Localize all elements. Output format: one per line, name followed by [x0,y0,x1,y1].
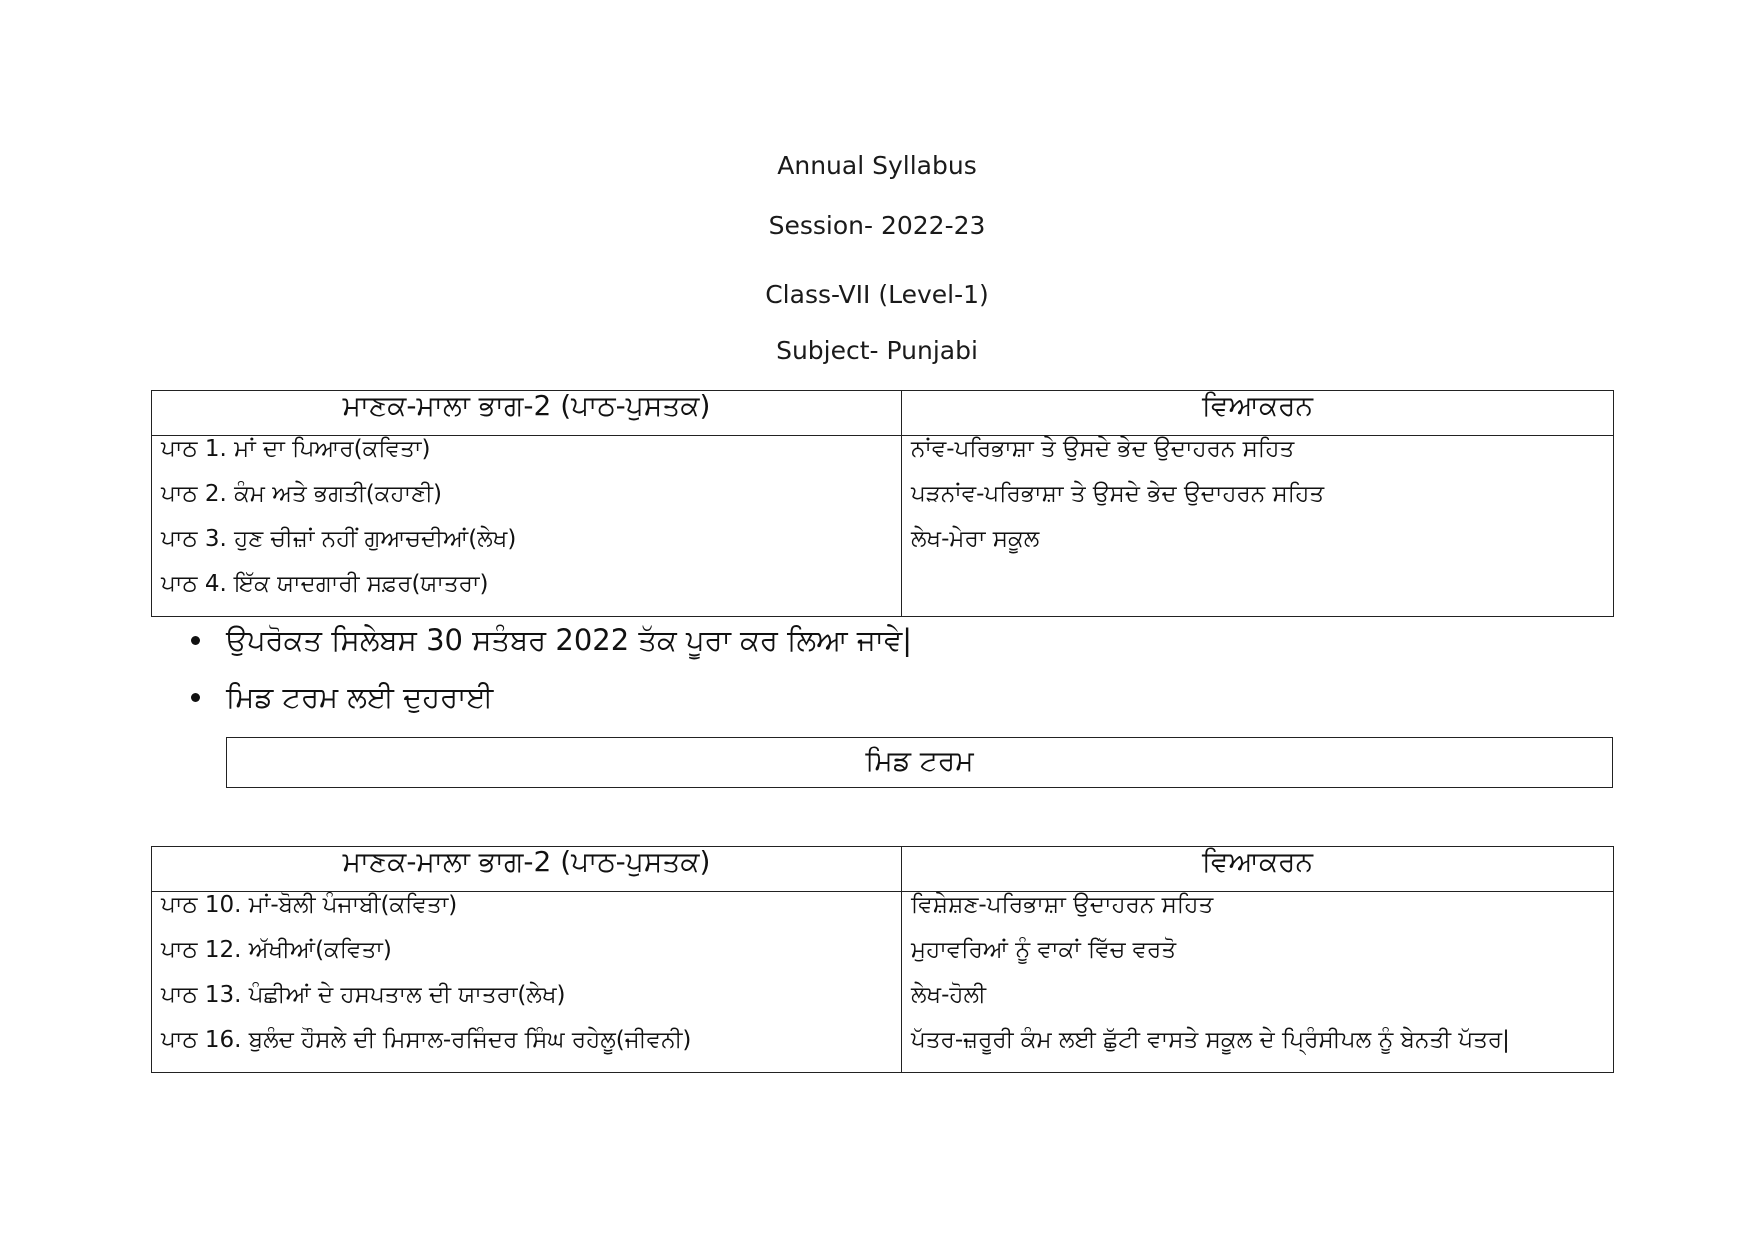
grammar-item: ਵਿਸ਼ੇਸ਼ਣ-ਪਰਿਭਾਸ਼ਾ ਉਦਾਹਰਨ ਸਹਿਤ [911,892,1214,918]
syllabus-table-second-term [151,846,1614,1073]
grammar-item [911,571,1604,616]
table-row [152,436,1614,617]
bullet-text: ਉਪਰੋਕਤ ਸਿਲੇਬਸ 30 ਸਤੰਬਰ 2022 ਤੱਕ ਪੂਰਾ ਕਰ ਲਿਆ ਜਾਵੇ| [226,623,912,657]
lesson-item: ਪਾਠ 16. ਬੁਲੰਦ ਹੌਸਲੇ ਦੀ ਮਿਸਾਲ-ਰਜਿੰਦਰ ਸਿੰਘ ਰਹੇਲੂ(ਜੀਵਨੀ) [161,1027,692,1053]
grammar-item: ਪੱਤਰ-ਜ਼ਰੂਰੀ ਕੰਮ ਲਈ ਛੁੱਟੀ ਵਾਸਤੇ ਸਕੂਲ ਦੇ ਪ੍ਰਿੰਸੀਪਲ ਨੂੰ ਬੇਨਤੀ ਪੱਤਰ| [911,1027,1510,1053]
session-line: Session- 2022-23 [768,211,986,240]
list-item [188,624,912,681]
grammar-item: ਲੇਖ-ਹੋਲੀ [911,982,987,1008]
lesson-item: ਪਾਠ 1. ਮਾਂ ਦਾ ਪਿਆਰ(ਕਵਿਤਾ) [161,436,431,462]
table-header-row [152,391,1614,436]
grammar-item: ਪੜਨਾਂਵ-ਪਰਿਭਾਸ਼ਾ ਤੇ ਉਸਦੇ ਭੇਦ ਉਦਾਹਰਨ ਸਹਿਤ [911,481,1325,507]
lesson-item: ਪਾਠ 13. ਪੰਛੀਆਂ ਦੇ ਹਸਪਤਾਲ ਦੀ ਯਾਤਰਾ(ਲੇਖ) [161,982,566,1008]
note-bullet-list [188,624,912,738]
lesson-item: ਪਾਠ 3. ਹੁਣ ਚੀਜ਼ਾਂ ਨਹੀਂ ਗੁਆਚਦੀਆਂ(ਲੇਖ) [161,526,517,552]
bullet-dot-icon [191,693,200,702]
lesson-item: ਪਾਠ 4. ਇੱਕ ਯਾਦਗਾਰੀ ਸਫ਼ਰ(ਯਾਤਰਾ) [161,571,489,597]
subject-line: Subject- Punjabi [776,336,978,365]
lesson-item: ਪਾਠ 10. ਮਾਂ-ਬੋਲੀ ਪੰਜਾਬੀ(ਕਵਿਤਾ) [161,892,458,918]
class-line: Class-VII (Level-1) [765,280,989,309]
bullet-text: ਮਿਡ ਟਰਮ ਲਈ ਦੁਹਰਾਈ [226,680,494,714]
lesson-item: ਪਾਠ 12. ਅੱਖੀਆਂ(ਕਵਿਤਾ) [161,937,392,963]
textbook-column-heading: ਮਾਣਕ-ਮਾਲਾ ਭਾਗ-2 (ਪਾਠ-ਪੁਸਤਕ) [152,847,902,892]
midterm-banner: ਮਿਡ ਟਰਮ [226,737,1613,788]
grammar-column-heading: ਵਿਆਕਰਨ [902,847,1614,892]
table-header-row [152,847,1614,892]
grammar-item: ਨਾਂਵ-ਪਰਿਭਾਸ਼ਾ ਤੇ ਉਸਦੇ ਭੇਦ ਉਦਾਹਰਨ ਸਹਿਤ [911,436,1295,462]
grammar-cell [902,436,1614,617]
syllabus-table-first-term [151,390,1614,617]
table-row [152,892,1614,1073]
bullet-dot-icon [191,636,200,645]
textbook-column-heading: ਮਾਣਕ-ਮਾਲਾ ਭਾਗ-2 (ਪਾਠ-ਪੁਸਤਕ) [152,391,902,436]
document-title: Annual Syllabus [777,151,977,180]
grammar-item: ਲੇਖ-ਮੇਰਾ ਸਕੂਲ [911,526,1040,552]
lesson-item: ਪਾਠ 2. ਕੰਮ ਅਤੇ ਭਗਤੀ(ਕਹਾਣੀ) [161,481,443,507]
grammar-item: ਮੁਹਾਵਰਿਆਂ ਨੂੰ ਵਾਕਾਂ ਵਿੱਚ ਵਰਤੋ [911,937,1177,963]
textbook-cell [152,436,902,617]
list-item [188,681,912,738]
textbook-cell [152,892,902,1073]
grammar-column-heading: ਵਿਆਕਰਨ [902,391,1614,436]
grammar-cell [902,892,1614,1073]
